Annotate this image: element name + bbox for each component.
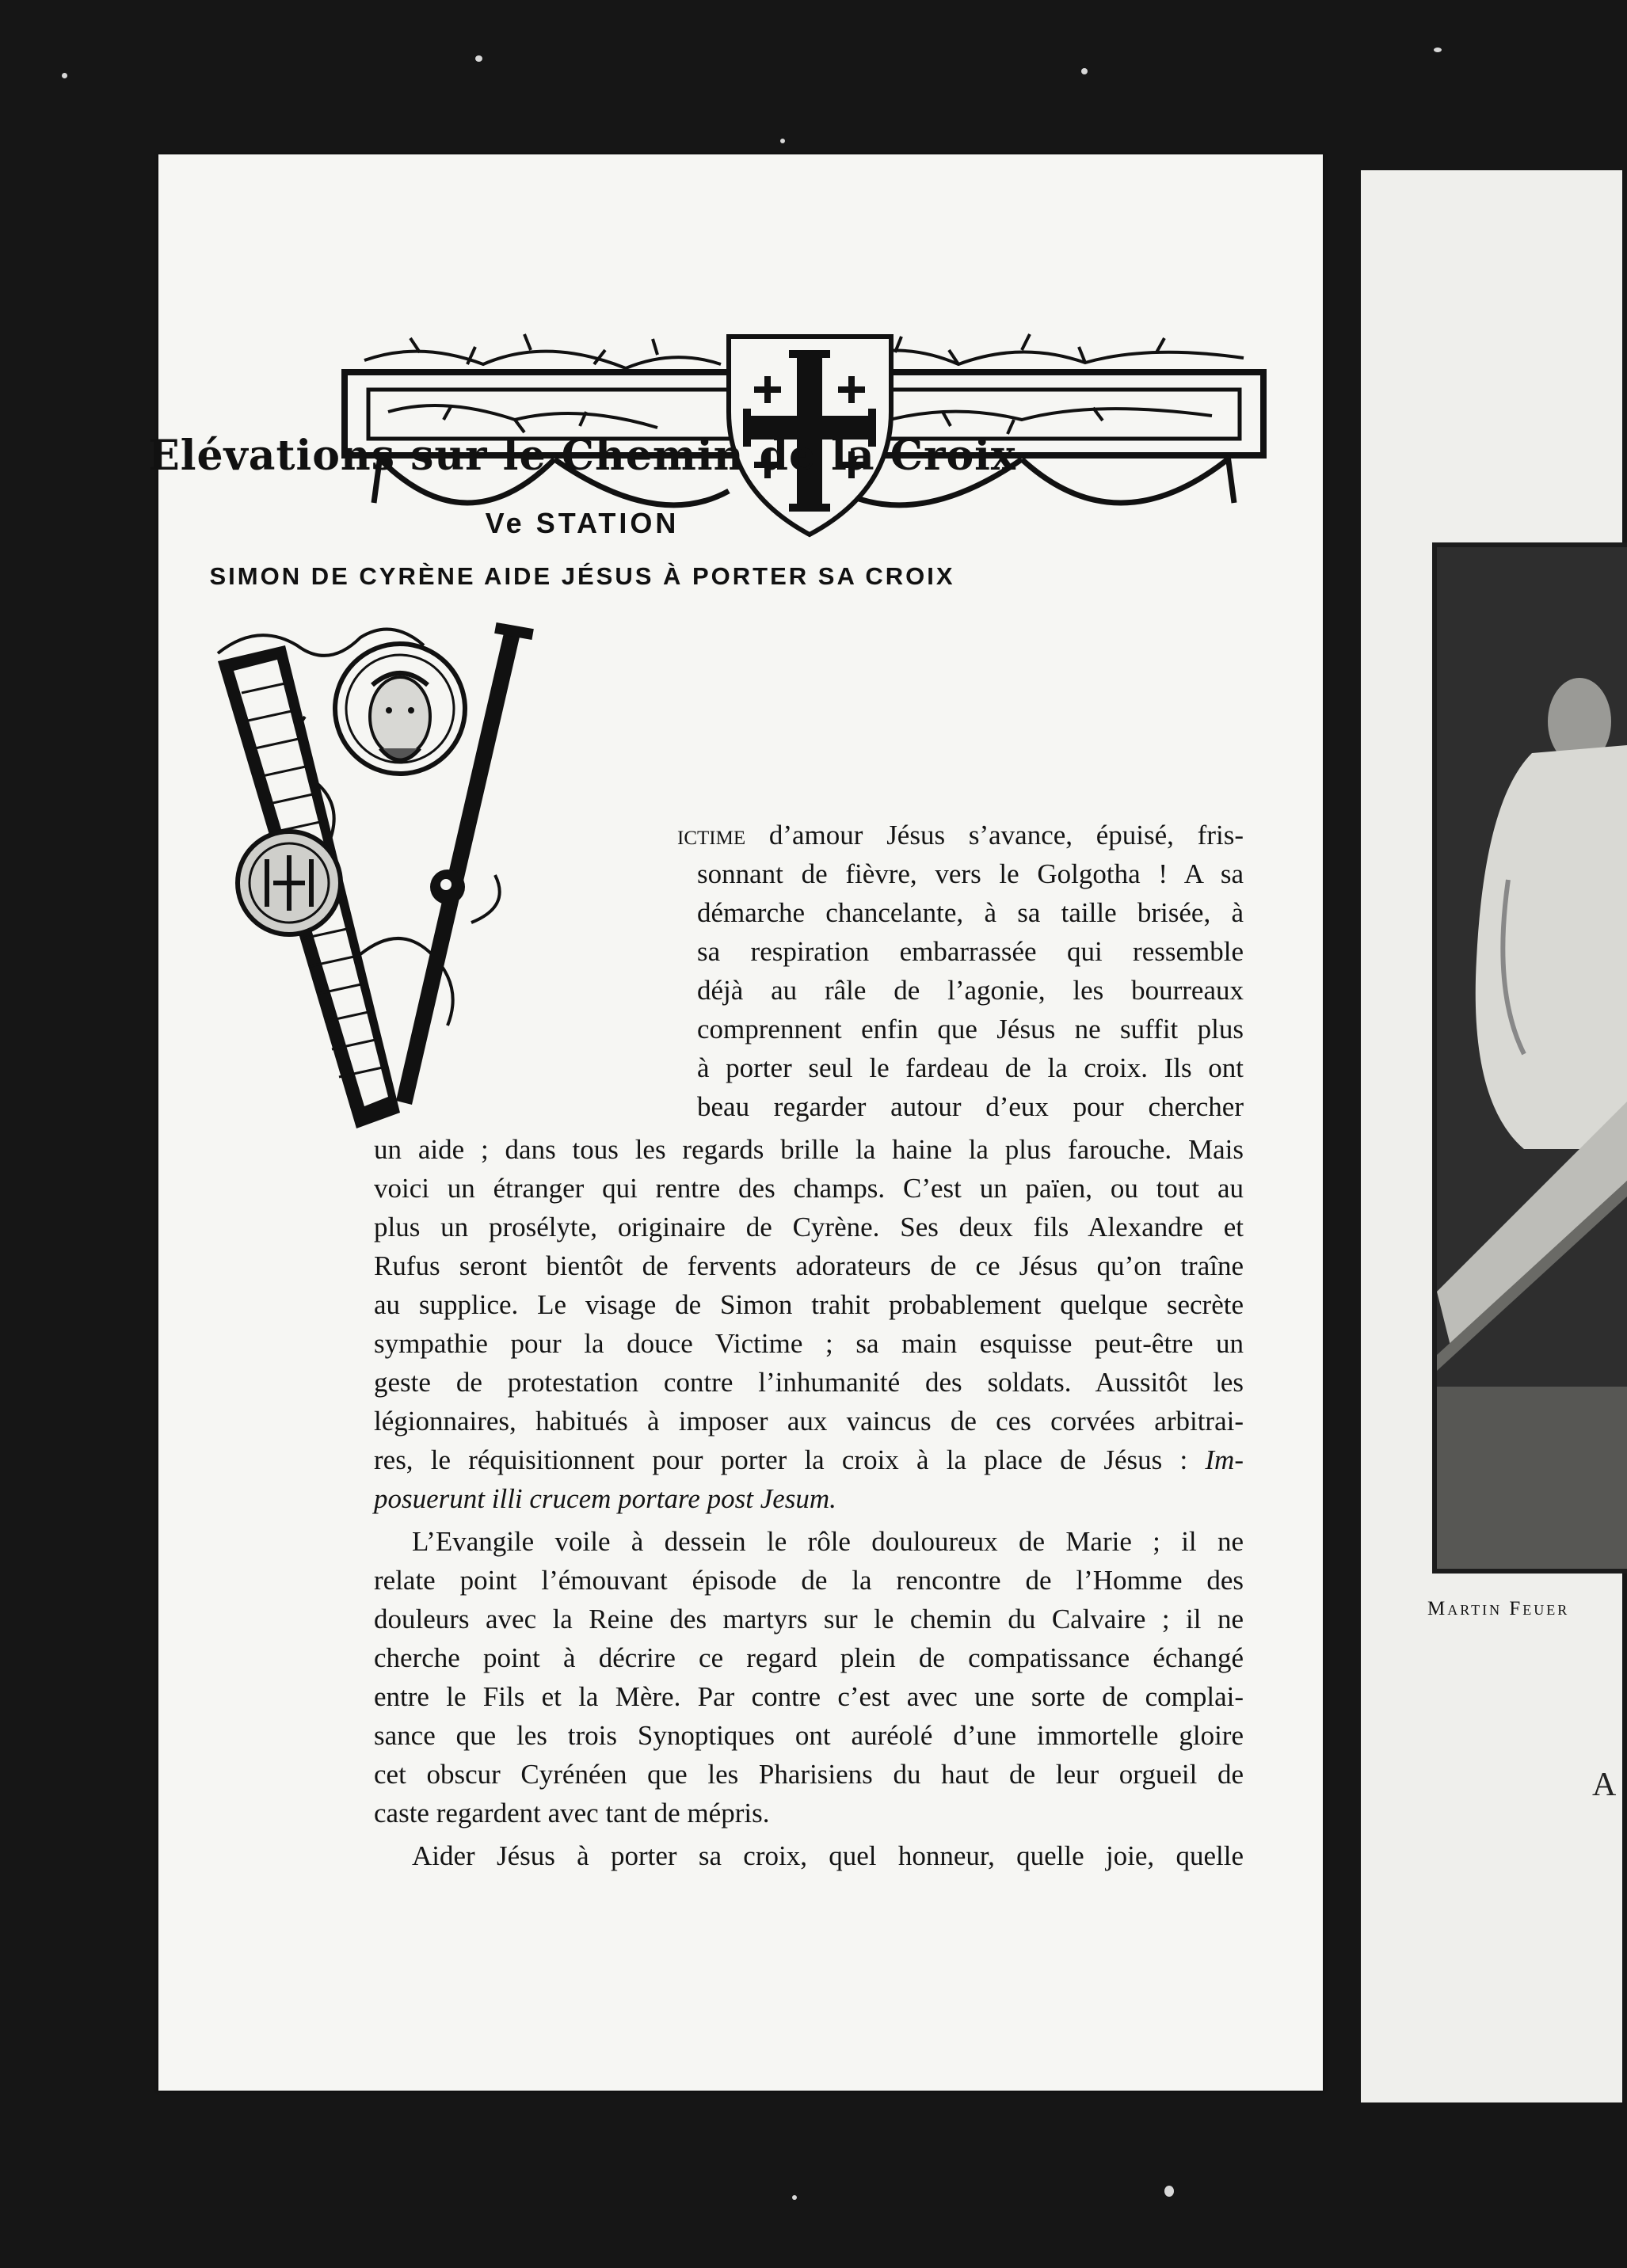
body-line: déjà au râle de l’agonie, les bourreaux <box>697 975 1244 1006</box>
engraving-photo-icon <box>1437 547 1627 1569</box>
dust-speck <box>1164 2186 1174 2197</box>
page-title: Elévations sur le Chemin de la Croix <box>148 432 1016 480</box>
body-line: au supplice. Le visage de Simon trahit probablement quelque secrète <box>374 1289 1244 1320</box>
body-line: entre le Fils et la Mère. Par contre c’est avec une sorte de complai- <box>374 1681 1244 1712</box>
body-line: L’Evangile voile à dessein le rôle douloureux de Marie ; il ne <box>412 1526 1244 1557</box>
body-line: sance que les trois Synoptiques ont auréolé d’une immortelle gloire <box>374 1720 1244 1751</box>
body-line: légionnaires, habitués à imposer aux vaincus de ces corvées arbitrai- <box>374 1406 1244 1437</box>
body-line: plus un prosélyte, originaire de Cyrène. Ses deux fils Alexandre et <box>374 1212 1244 1242</box>
body-line: comprennent enfin que Jésus ne suffit plus <box>697 1014 1244 1045</box>
right-page-letter: A <box>1592 1767 1617 1803</box>
body-line: un aide ; dans tous les regards brille la haine la plus farouche. Mais <box>374 1134 1244 1165</box>
dust-speck <box>475 55 482 62</box>
body-line: Aider Jésus à porter sa croix, quel honneur, quelle joie, quelle <box>412 1840 1244 1871</box>
photo-caption: Martin Feuer <box>1427 1598 1570 1619</box>
body-line: cherche point à décrire ce regard plein de compatissance échangé <box>374 1642 1244 1673</box>
body-line: à porter seul le fardeau de la croix. Ils ont <box>697 1052 1244 1083</box>
dropcap-continuation: ictime <box>677 820 746 850</box>
body-line: sonnant de fièvre, vers le Golgotha ! A sa <box>697 858 1244 889</box>
body-line <box>374 1444 1244 1476</box>
illuminated-v-icon <box>210 622 677 1128</box>
body-line: démarche chancelante, à sa taille brisée, à <box>697 897 1244 928</box>
body-text: d’amour Jésus s’avance, épuisé, fris- <box>745 820 1244 850</box>
body-line: geste de protestation contre l’inhumanité des soldats. Aussitôt les <box>374 1367 1244 1398</box>
body-line: Rufus seront bientôt de fervents adorateurs de ce Jésus qu’on traîne <box>374 1250 1244 1281</box>
body-line: cet obscur Cyrénéen que les Pharisiens du haut de leur orgueil de <box>374 1759 1244 1790</box>
station-heading: Ve STATION <box>485 507 680 539</box>
latin-quote: posuerunt illi crucem portare post Jesum. <box>374 1483 836 1514</box>
dust-speck <box>780 139 785 143</box>
body-line: sa respiration embarrassée qui ressemble <box>697 936 1244 967</box>
dust-speck <box>1434 48 1442 52</box>
body-line: relate point l’émouvant épisode de la rencontre de l’Homme des <box>374 1565 1244 1596</box>
dust-speck <box>792 2195 797 2200</box>
ornamental-banner <box>182 174 1275 554</box>
engraving-photo <box>1432 542 1627 1574</box>
station-subtitle: SIMON DE CYRÈNE AIDE JÉSUS À PORTER SA CROIX <box>209 562 955 590</box>
body-line <box>677 820 1244 851</box>
dust-speck <box>1081 68 1088 74</box>
dust-speck <box>62 73 67 78</box>
body-line: sympathie pour la douce Victime ; sa main esquisse peut-être un <box>374 1328 1244 1359</box>
body-line: beau regarder autour d’eux pour chercher <box>697 1091 1244 1122</box>
body-line: voici un étranger qui rentre des champs. C’est un païen, ou tout au <box>374 1173 1244 1204</box>
body-text: res, le réquisitionnent pour porter la croix à la place de Jésus : <box>374 1444 1188 1475</box>
body-line: caste regardent avec tant de mépris. <box>374 1798 770 1828</box>
latin-quote: Im- <box>1205 1444 1244 1475</box>
body-line: douleurs avec la Reine des martyrs sur le chemin du Calvaire ; il ne <box>374 1604 1244 1634</box>
